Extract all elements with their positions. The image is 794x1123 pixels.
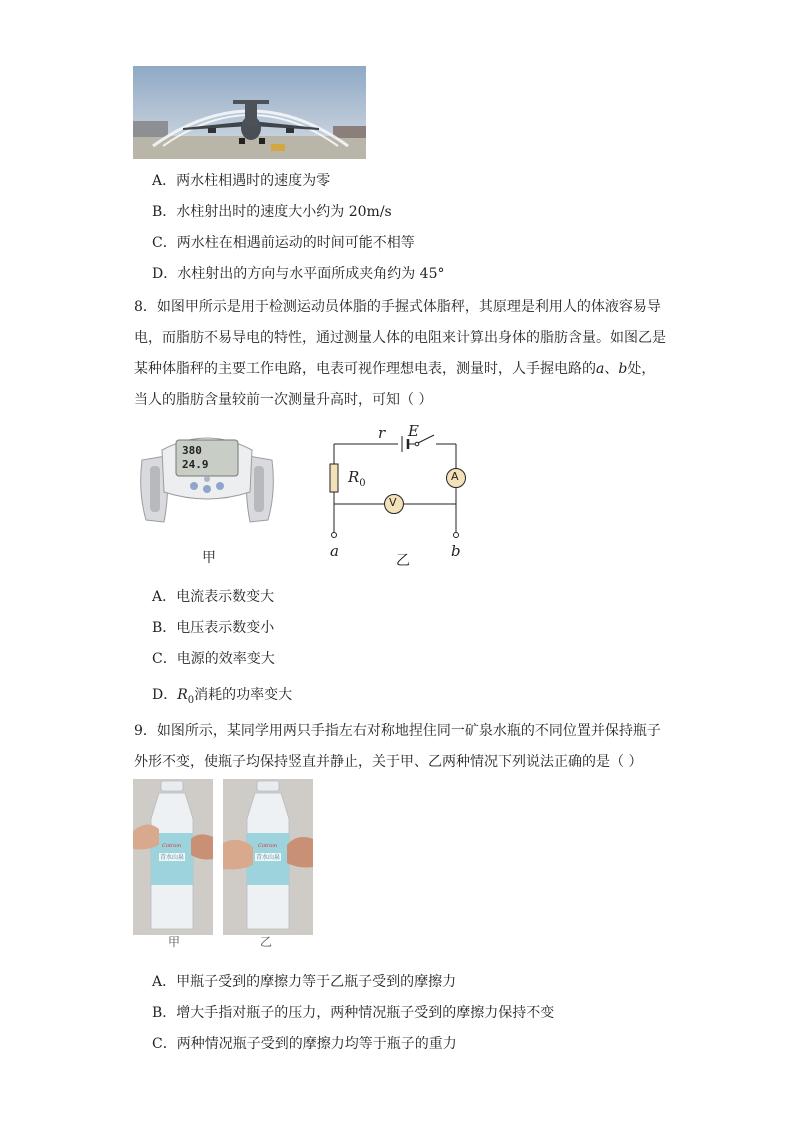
symbol-b: b <box>618 361 628 377</box>
terminal-b-label: b <box>451 542 461 560</box>
bottle-photo-jia <box>133 779 213 935</box>
q8-stem-line-4: 当人的脂肪含量较前一次测量升高时，可知（ ） <box>134 392 433 408</box>
q7-option-c: C．两水柱在相遇前运动的时间可能不相等 <box>152 235 415 251</box>
circuit-label-e: E <box>408 422 419 440</box>
circuit-label-r0: $R_0$ <box>348 468 366 489</box>
bottle-label-text-yi: 青水山泉 <box>255 854 280 861</box>
q7-option-a: A．两水柱相遇时的速度为零 <box>152 173 331 189</box>
scale-display-top: 380 <box>182 444 202 457</box>
q8-option-c: C．电源的效率变大 <box>152 651 275 667</box>
body-fat-scale-figure <box>136 432 278 528</box>
bottle-label-text-jia: 青水山泉 <box>159 854 184 861</box>
q8-stem-line-1: 8．如图甲所示是用于检测运动员体脂的手握式体脂秤，其原理是利用人的体液容易导 <box>134 299 661 315</box>
airplane-water-salute-photo <box>133 66 366 159</box>
q8-stem-line-3: 某种体脂秤的主要工作电路，电表可视作理想电表，测量时，人手握电路的a、b处， <box>134 361 656 377</box>
q9-option-b: B．增大手指对瓶子的压力，两种情况瓶子受到的摩擦力保持不变 <box>152 1005 555 1021</box>
q9-stem-line-2: 外形不变，使瓶子均保持竖直并静止，关于甲、乙两种情况下列说法正确的是（ ） <box>134 754 643 770</box>
q8-option-b: B．电压表示数变小 <box>152 620 275 636</box>
q7-option-b: B．水柱射出时的速度大小约为 20m/s <box>152 204 392 220</box>
figure-label-yi-q9: 乙 <box>260 935 273 949</box>
circuit-diagram <box>320 420 480 570</box>
scale-display-bottom: 24.9 <box>182 458 209 471</box>
figure-label-jia-q9: 甲 <box>168 935 181 949</box>
q9-option-a: A．甲瓶子受到的摩擦力等于乙瓶子受到的摩擦力 <box>152 974 457 990</box>
q8-option-d: D．$R_0$消耗的功率变大 <box>152 687 293 706</box>
figure-label-jia-q8: 甲 <box>202 550 216 566</box>
bottle-brand-yi: Cotrion <box>258 843 278 849</box>
circuit-label-r: r <box>378 424 386 442</box>
bottle-brand-jia: Cotrion <box>162 843 182 849</box>
q7-option-d: D．水柱射出的方向与水平面所成夹角约为 45° <box>152 266 445 282</box>
figure-label-yi-q8: 乙 <box>396 553 410 569</box>
symbol-a: a <box>596 361 605 377</box>
q9-stem-line-1: 9．如图所示，某同学用两只手指左右对称地捏住同一矿泉水瓶的不同位置并保持瓶子 <box>134 723 661 739</box>
q8-option-a: A．电流表示数变大 <box>152 589 275 605</box>
terminal-a-label: a <box>330 542 339 560</box>
q8-stem-line-2: 电，而脂肪不易导电的特性，通过测量人体的电阻来计算出身体的脂肪含量。如图乙是 <box>134 330 666 346</box>
voltmeter-label: V <box>389 496 397 509</box>
q9-option-c: C．两种情况瓶子受到的摩擦力均等于瓶子的重力 <box>152 1036 457 1052</box>
bottle-photo-yi <box>223 779 313 935</box>
ammeter-label: A <box>451 470 459 483</box>
